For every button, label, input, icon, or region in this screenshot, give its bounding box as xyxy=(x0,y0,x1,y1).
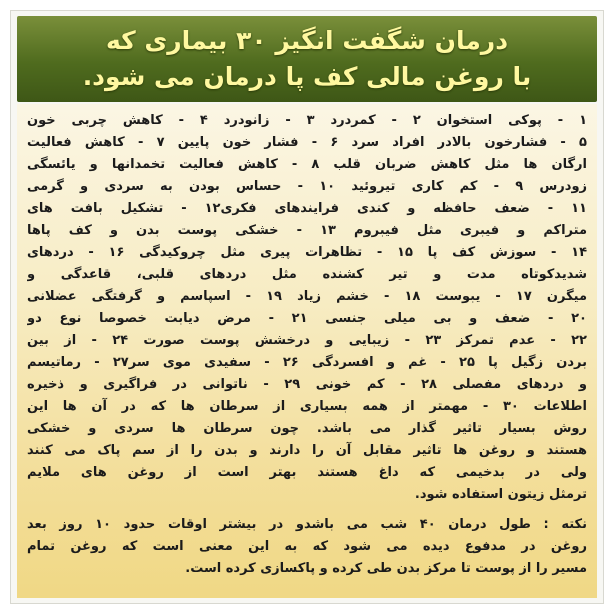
text-line: شدیدکوتاه مدت و تیر کشنده مثل دردهای قلبی، قاعدگی و xyxy=(27,267,587,282)
text-line: ۱۴ - سوزش کف پا ۱۵ - تظاهرات پیری مثل چروکیدگی ۱۶ - دردهای xyxy=(27,245,587,260)
text-line: ترمثل زیتون استفاده شود. xyxy=(414,487,587,502)
poster-frame xyxy=(10,10,604,604)
text-line: ۲۰ - ضعف و بی میلی جنسی ۲۱ - مرض دیابت خصوصا نوع دو xyxy=(27,311,587,326)
text-line: و دردهای مفصلی ۲۸ - کم خونی ۲۹ - ناتوانی در فراگیری و ذخیره xyxy=(27,377,587,392)
content-panel xyxy=(17,104,597,598)
text-line: ولی در بدخیمی که داغ هستند بهتر است از روغن های ملایم xyxy=(27,465,587,480)
note-line: روغن در مدفوع دیده می شود که به این معنی است که روغن تمام xyxy=(27,539,587,554)
disease-list-paragraph xyxy=(27,110,587,506)
text-line: ۵ - فشارخون بالادر افراد سرد ۶ - فشار خون پایین ۷ - کاهش فعالیت xyxy=(27,135,587,150)
note-line: مسیر را از پوست تا مرکز بدن طی کرده و پاکسازی کرده است. xyxy=(185,561,587,576)
text-line: بردن زگیل پا ۲۵ - غم و افسردگی ۲۶ - سفیدی موی سر۲۷ - رماتیسم xyxy=(27,355,587,370)
title-line-1: درمان شگفت انگیز ۳۰ بیماری که xyxy=(105,26,509,55)
text-line: زودرس ۹ - کم کاری تیروئید ۱۰ - حساس بودن به سردی و گرمی xyxy=(27,179,587,194)
text-line: اطلاعات ۳۰ - مهمتر از همه بسیاری از سرطان ها که در آن ها این xyxy=(27,399,587,414)
text-line: ۱۱ - ضعف حافظه و کندی فرایندهای فکری۱۲ - تشکیل بافت های xyxy=(27,201,587,216)
title-banner xyxy=(17,16,597,102)
text-line: روش بسیار تاثیر گذار می باشد. چون سرطان ها سردی و خشکی xyxy=(27,421,587,436)
text-line: ۱ - پوکی استخوان ۲ - کمردرد ۳ - زانودرد ۴ - کاهش چربی خون xyxy=(27,113,587,128)
title-line-2: با روغن مالی کف پا درمان می شود. xyxy=(82,62,532,91)
note-paragraph xyxy=(27,514,587,580)
text-line: میگرن ۱۷ - یبوست ۱۸ - خشم زیاد ۱۹ - اسپاسم و گرفتگی عضلانی xyxy=(27,289,587,304)
text-line: متراکم و فیبری مثل فیبروم ۱۳ - خشکی پوست بدن و کف پاها xyxy=(27,223,587,238)
text-line: ارگان ها مثل کاهش ضربان قلب ۸ - کاهش فعالیت تخمدانها و یائسگی xyxy=(27,157,587,172)
text-line: هستند و روغن ها تاثیر مقابل آن را دارند و بدن را از سم پاک می کنند xyxy=(27,443,587,458)
text-line: ۲۲ - عدم تمرکز ۲۳ - زیبایی و درخشش پوست صورت ۲۴ - از بین xyxy=(27,333,587,348)
note-line: نکته : طول درمان ۴۰ شب می باشدو در بیشتر اوقات حدود ۱۰ روز بعد xyxy=(27,517,587,532)
